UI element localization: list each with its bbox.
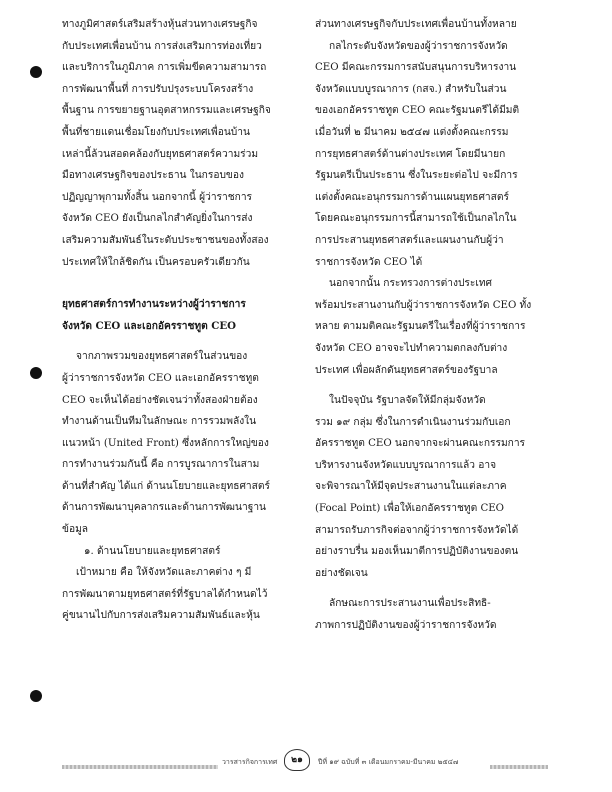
text-line: เหล่านี้ล้วนสอดคล้องกับยุทธศาสตร์ความร่วม [62,148,259,160]
section-heading [62,294,294,337]
text-line: เป้าหมาย คือ ให้จังหวัดและภาคต่าง ๆ มี [76,567,252,579]
issue-info: ปีที่ ๑๙ ฉบับที่ ๓ เดือนมกราคม-มีนาคม ๒๕๔๗ [318,758,459,766]
footer-rule-right [490,765,548,769]
left-paragraph-3 [62,562,294,627]
text-line: CEO มีคณะกรรมการสนับสนุนการบริหารงาน [315,62,517,74]
text-line: CEO จะเห็นได้อย่างชัดเจนว่าทั้งสองฝ่ายต้อง [62,394,258,406]
text-line: อย่างราบรื่น มองเห็นมาตีการปฏิบัติงานของตน [315,546,519,558]
heading-line: ยุทธศาสตร์การทำงานระหว่างผู้ว่าราชการ [62,298,246,311]
text-line: ผู้ว่าราชการจังหวัด CEO และเอกอัครราชทูต [62,372,259,384]
text-line: รัฐมนตรีเป็นประธาน ซึ่งในระยะต่อไป จะมีการ [315,170,518,182]
text-line: ประเทศ เพื่อผลักดันยุทธศาสตร์ของรัฐบาล [315,364,498,376]
text-line: ปฏิญญาพุกามทั้งสิ้น นอกจากนี้ ผู้ว่าราชการ [62,191,253,203]
text-line: คู่ขนานไปกับการส่งเสริมความสัมพันธ์และหุ้น [62,610,260,622]
text-line: ข้อมูล [62,524,89,536]
left-paragraph-1 [62,14,294,273]
text-line: เสริมความสัมพันธ์ในระดับประชาชนของทั้งสอง [62,234,269,246]
binder-hole-icon [30,690,42,702]
heading-line: จังหวัด CEO และเอกอัครราชทูต CEO [62,319,237,332]
text-line: พร้อมประสานงานกับผู้ว่าราชการจังหวัด CEO ทั้ง [315,299,532,311]
text-line: หลาย ตามมติคณะรัฐมนตรีในเรื่องที่ผู้ว่าราชการ [315,321,526,333]
text-line: การประสานยุทธศาสตร์และแผนงานกับผู้ว่า [315,234,504,246]
text-line: กับประเทศเพื่อนบ้าน การส่งเสริมการท่องเที่ยว [62,40,262,52]
text-line: จังหวัด CEO ยังเป็นกลไกสำคัญยิ่งในการส่ง [62,213,253,225]
left-column [62,14,294,627]
page-number: ๒๑ [284,749,310,771]
text-line: (Focal Point) เพื่อให้เอกอัครราชทูต CEO [315,503,505,515]
text-line: ลักษณะการประสานงานเพื่อประสิทธิ- [329,598,491,610]
text-line: จังหวัด CEO อาจจะไปทำความตกลงกับต่าง [315,342,508,354]
text-line: มือทางเศรษฐกิจของประธาน ในกรอบของ [62,170,244,182]
journal-name: วารสารกิจการเทศ [222,758,278,766]
text-line: บริหารงานจังหวัดแบบบูรณาการแล้ว อาจ [315,459,497,471]
text-line: พื้นฐาน การขยายฐานอุตสาหกรรมและเศรษฐกิจ [62,105,271,117]
right-paragraph-4 [315,593,547,636]
text-line: ด้านการพัฒนาบุคลากรและด้านการพัฒนาฐาน [62,502,266,514]
binder-hole-icon [30,66,42,78]
text-line: รวม ๑๙ กลุ่ม ซึ่งในการดำเนินงานร่วมกับเอก [315,416,511,428]
left-paragraph-2 [62,346,294,540]
text-line: แนวหน้า (United Front) ซึ่งหลักการใหญ่ของ [62,437,269,449]
text-line: ด้านที่สำคัญ ได้แก่ ด้านนโยบายและยุทธศาสตร์ [62,480,270,492]
text-line: ในปัจจุบัน รัฐบาลจัดให้มีกลุ่มจังหวัด [329,395,486,407]
subheading: ๑. ด้านนโยบายและยุทธศาสตร์ [84,545,221,557]
text-line: ของเอกอัครราชทูต CEO คณะรัฐมนตรีได้มีมติ [315,105,520,117]
text-line: พื้นที่ชายแดนเชื่อมโยงกับประเทศเพื่อนบ้าน [62,126,250,138]
text-line: และบริการในภูมิภาค การเพิ่มขีดความสามารถ [62,62,267,74]
text-line: ทำงานด้านเป็นทีมในลักษณะ การรวมพลังใน [62,416,257,428]
text-line: สามารถรับภารกิจต่อจากผู้ว่าราชการจังหวัดได้ [315,524,519,536]
right-column [315,14,547,637]
text-line: จากภาพรวมของยุทธศาสตร์ในส่วนของ [76,351,248,363]
text-line: ทางภูมิศาสตร์เสริมสร้างหุ้นส่วนทางเศรษฐกิจ [62,19,258,30]
text-line: กลไกระดับจังหวัดของผู้ว่าราชการจังหวัด [329,40,508,52]
text-line: เมื่อวันที่ ๒ มีนาคม ๒๕๔๗ แต่งตั้งคณะกรรม [315,126,509,138]
text-line: การพัฒนาตามยุทธศาสตร์ที่รัฐบาลได้กำหนดไว้ [62,588,268,600]
right-paragraph-2 [315,273,547,381]
text-line: อย่างชัดเจน [315,567,368,579]
text-line: อัครราชทูต CEO นอกจากจะผ่านคณะกรรมการ [315,438,526,450]
right-paragraph-3 [315,390,547,584]
text-line: การทำงานร่วมกันนี้ คือ การบูรณาการในสาม [62,459,260,471]
text-line: ประเทศให้ใกล้ชิดกัน เป็นครอบครัวเดียวกัน [62,256,250,268]
right-paragraph-1 [315,14,547,273]
text-line: ราชการจังหวัด CEO ได้ [315,256,423,268]
binder-hole-icon [30,367,42,379]
text-line: ส่วนทางเศรษฐกิจกับประเทศเพื่อนบ้านทั้งหลาย [315,19,517,30]
text-line: นอกจากนั้น กระทรวงการต่างประเทศ [329,278,493,290]
text-line: โดยคณะอนุกรรมการนี้สามารถใช้เป็นกลไกใน [315,213,517,225]
footer-rule-left [62,765,218,769]
text-line: จังหวัดแบบบูรณาการ (กสจ.) สำหรับในส่วน [315,83,507,95]
text-line: แต่งตั้งคณะอนุกรรมการด้านแผนยุทธศาสตร์ [315,191,509,203]
text-line: การพัฒนาพื้นที่ การปรับปรุงระบบโครงสร้าง [62,83,254,95]
text-line: จะพิจารณาให้มีจุดประสานงานในแต่ละภาค [315,481,507,493]
text-line: การยุทธศาสตร์ด้านต่างประเทศ โดยมีนายก [315,148,506,160]
text-line: ภาพการปฏิบัติงานของผู้ว่าราชการจังหวัด [315,620,497,632]
